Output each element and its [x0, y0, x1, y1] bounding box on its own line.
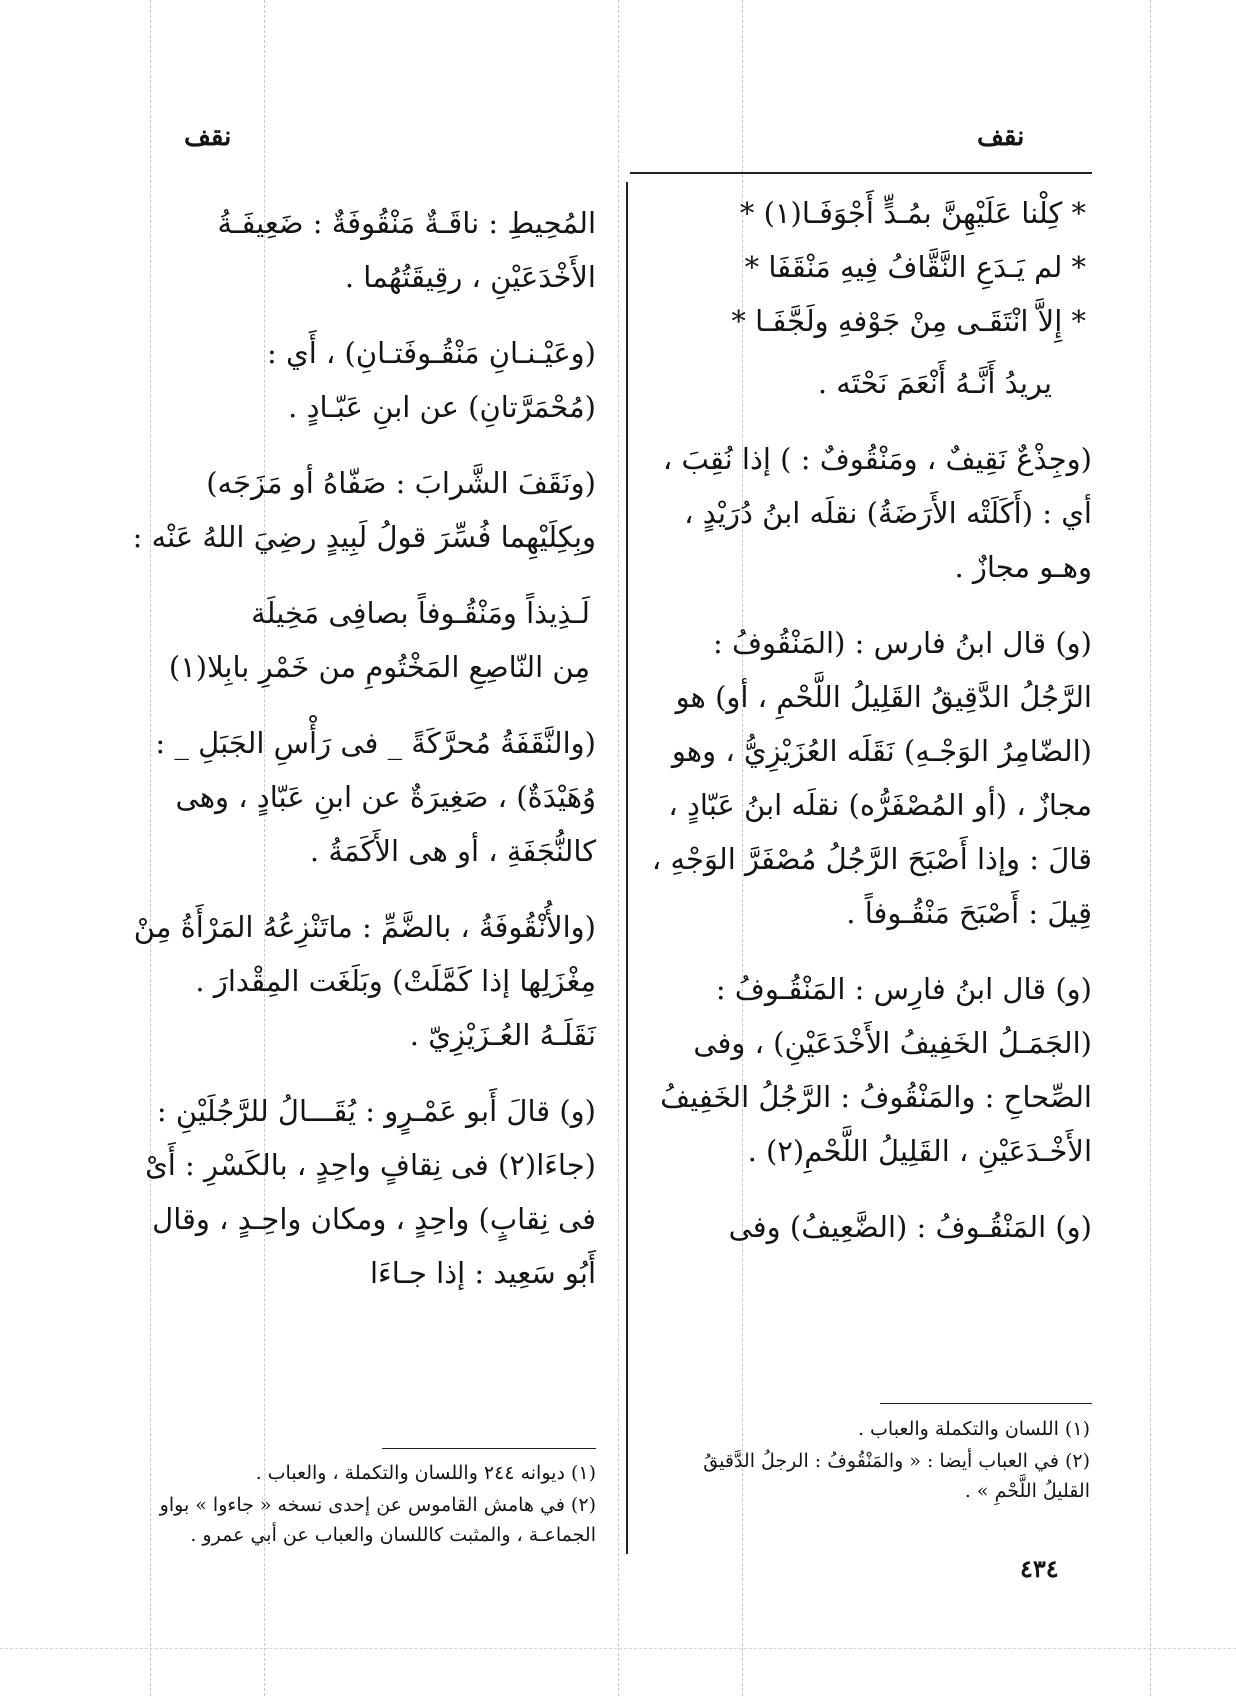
- paragraph: (وعَيْـنـانِ مَنْقُـوفَتـانِ) ، أَي : (مُحْمَرَّتانِ) عن ابنِ عَبّـادٍ .: [267, 336, 596, 424]
- page-number: ٤٣٤: [1020, 1554, 1059, 1583]
- paragraph: (و) قال ابنُ فارس : (المَنْقُوفُ : الرَّجُلُ الدَّقِيقُ القَلِيلُ اللَّحْمِ ، أو) هو (الضّامِرُ الوَجْـهِ) نَقَلَه العُزَيْزِيُّ ، وهو مجازٌ ، (أو المُصْفَرُّه) نقلَه ابنُ عَبّادٍ ، قالَ : وإذا أَصْبَحَ الرَّجُلُ مُصْفَرَّ الوَجْهِ ، قِيلَ : أَصْبَحَ مَنْقُـوفاً .: [651, 626, 1092, 930]
- footnotes-left: [130, 1458, 596, 1552]
- footnote: (١) اللسان والتكملة والعباب .: [857, 1418, 1090, 1440]
- paragraph: (والنَّقَفَةُ مُحرَّكَةً _ فى رَأْسِ الجَبَلِ _ : وُهَيْدَةٌ) ، صَغِيرَةٌ عن ابنِ عَبّادٍ ، وهى كالنُّجَفَةِ ، أو هى الأَكَمَةُ .: [155, 726, 596, 868]
- running-header-right: نقف: [977, 122, 1025, 152]
- verse-line: * كِلْنا عَلَيْهِنَّ بمُـدٍّ أَجْوَفَـا(١) *: [739, 196, 1086, 230]
- poem-line: مِن النّاصِعِ المَخْتُومِ من خَمْرِ بابِلا(١): [168, 650, 590, 684]
- paragraph: (و) قال ابنُ فارِس : المَنْقُـوفُ : (الجَمَـلُ الخَفِيفُ الأَخْدَعَيْنِ) ، وفى الصِّحاحِ : والمَنْقُوفُ : الرَّجُلُ الخَفِيفُ الأَخْـدَعَيْنِ ، القَلِيلُ اللَّحْمِ(٢) .: [660, 972, 1092, 1168]
- paragraph: (ونَقَفَ الشَّرابَ : صَفّاهُ أو مَزَجَه) وبِكِلَيْهِما فُسِّرَ قولُ لَبِيدٍ رضِيَ اللهُ عَنْه :: [132, 466, 596, 554]
- footnote: (٢) في هامش القاموس عن إحدى نسخه « جاءوا » بواو الجماعـة ، والمثبت كاللسان والعباب عن أبي عمرو .: [159, 1494, 596, 1546]
- paragraph: (والأُنْقُوفَةُ ، بالضَّمِّ : ماتَنْزِعُهُ المَرْأَةُ مِنْ مِغْزَلِها إذا كَمَّلَتْ) وبَلَغَت المِقْدارَ . نَقَلَـهُ العُـزَيْزِيّ .: [133, 910, 596, 1052]
- poem-line: لَـذِيذاً ومَنْقُـوفاً بصافِى مَخِيلَة: [251, 596, 590, 630]
- bleed-through-line: [0, 1648, 1236, 1649]
- footnote: (٢) في العباب أيضا : « والمَنْقُوفُ : الرجلُ الدَّقيقُ القليلُ اللَّحْمِ » .: [703, 1450, 1090, 1502]
- paragraph: (و) المَنْقُـوفُ : (الضَّعِيفُ) وفى: [728, 1210, 1092, 1244]
- running-header-left: نقف: [184, 122, 232, 152]
- right-column: [646, 186, 1092, 1276]
- left-column: [132, 196, 596, 1322]
- footnote-rule: [382, 1448, 596, 1449]
- verse-line: * لم يَـدَعِ النَّقَّافُ فِيهِ مَنْقَفَا *: [744, 250, 1086, 284]
- paragraph: المُحِيطِ : ناقَـةٌ مَنْقُوفَةٌ : ضَعِيفَـةُ الأَخْدَعَيْنِ ، رقِيقَتُهُما .: [217, 206, 596, 294]
- paragraph: (وجِذْعٌ نَقِيفٌ ، ومَنْقُوفٌ : ) إذا نُقِبَ ، أي : (أَكَلَتْه الأَرَضَةُ) نقلَه ابنُ دُرَيْدٍ ، وهـو مجازٌ .: [662, 442, 1092, 584]
- paragraph: (و) قالَ أَبو عَمْـرٍو : يُقَـــالُ للرَّجُلَيْنِ : (جاءَا(٢) فى نِقافٍ واحِدٍ ، بالكَسْرِ : أَىْ فى نِقابٍ) واحِدٍ ، ومكان واحِـدٍ ، وقال أَبُو سَعِيد : إذا جـاءَا: [145, 1094, 596, 1290]
- footnotes-right: [660, 1414, 1090, 1508]
- footnote-rule: [880, 1403, 1092, 1404]
- header-rule: [630, 172, 1092, 174]
- footnote: (١) ديوانه ٢٤٤ واللسان والتكملة ، والعباب .: [255, 1462, 596, 1484]
- bleed-through-line: [1150, 0, 1151, 1696]
- verse-line: * إِلاَّ انْتَقَـى مِنْ جَوْفهِ ولَجَّفَـا *: [731, 304, 1086, 338]
- bleed-through-line: [618, 0, 619, 1696]
- paragraph: يريدُ أَنَّـهُ أَنْعَمَ نَحْتَه .: [817, 366, 1052, 400]
- column-divider: [626, 182, 628, 1554]
